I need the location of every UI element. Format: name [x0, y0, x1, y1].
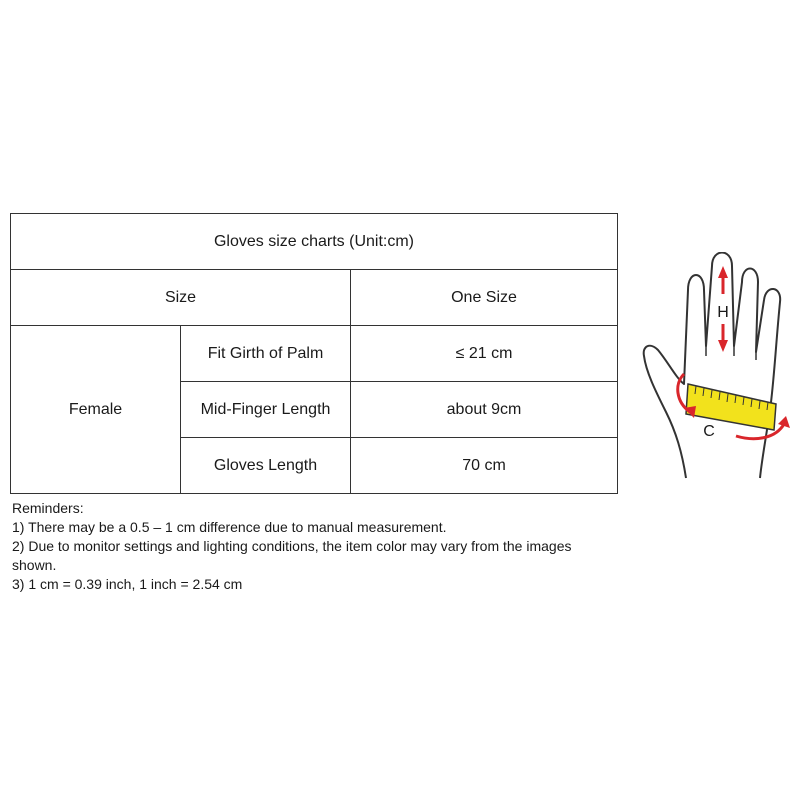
c-label: C — [703, 423, 715, 440]
measure-value: about 9cm — [351, 382, 618, 438]
reminders-block — [12, 499, 602, 594]
gender-cell: Female — [11, 326, 181, 494]
h-label: H — [717, 304, 729, 321]
reminders-heading: Reminders: — [12, 500, 84, 516]
table-title: Gloves size charts (Unit:cm) — [11, 214, 618, 270]
measure-value: ≤ 21 cm — [351, 326, 618, 382]
measure-label: Mid-Finger Length — [181, 382, 351, 438]
measure-label: Fit Girth of Palm — [181, 326, 351, 382]
table-header-row — [11, 270, 618, 326]
hand-measurement-diagram — [636, 252, 796, 482]
reminder-item: 1) There may be a 0.5 – 1 cm difference due to manual measurement. — [12, 519, 447, 535]
hand-outline-icon — [644, 253, 780, 479]
table-row — [11, 326, 618, 382]
reminder-item: 2) Due to monitor settings and lighting conditions, the item color may vary from the images shown. — [12, 538, 572, 573]
one-size-header: One Size — [351, 270, 618, 326]
measure-value: 70 cm — [351, 438, 618, 494]
reminder-item: 3) 1 cm = 0.39 inch, 1 inch = 2.54 cm — [12, 576, 243, 592]
size-header: Size — [11, 270, 351, 326]
table-title-row — [11, 214, 618, 270]
size-chart-table — [10, 213, 618, 494]
measure-label: Gloves Length — [181, 438, 351, 494]
